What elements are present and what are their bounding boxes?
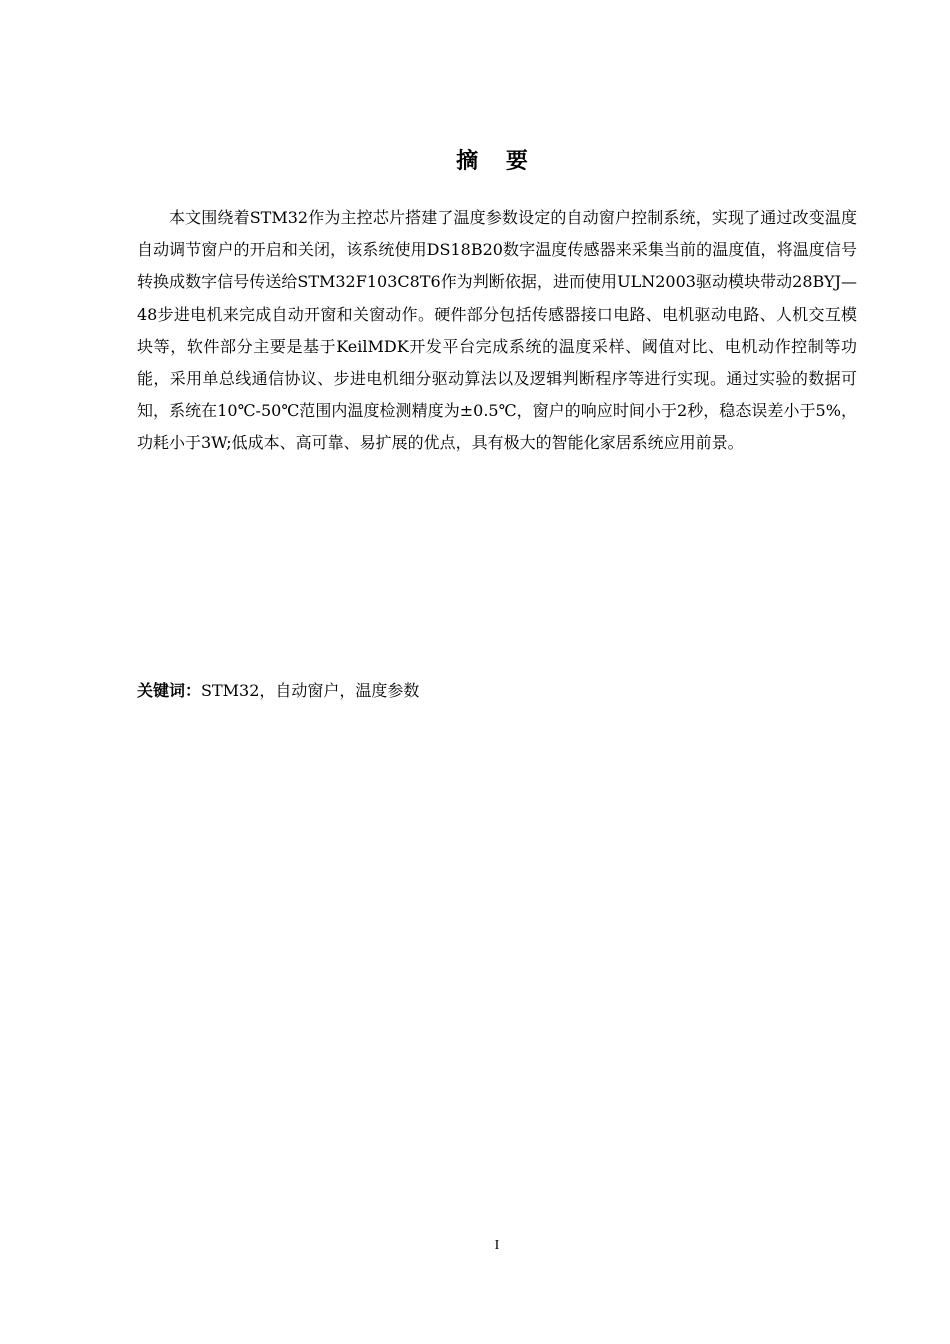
abstract-body: 本文围绕着STM32作为主控芯片搭建了温度参数设定的自动窗户控制系统，实现了通过改变温度自动调节窗户的开启和关闭，该系统使用DS18B20数字温度传感器来采集当前的温度值，将温度信号转换成数字信号传送给STM32F103C8T6作为判断依据，进而使用ULN2003驱动模块带动28BYJ—48步进电机来完成自动开窗和关窗动作。硬件部分包括传感器接口电路、电机驱动电路、人机交互模块等，软件部分主要是基于KeilMDK开发平台完成系统的温度采样、阈值对比、电机动作控制等功能，采用单总线通信协议、步进电机细分驱动算法以及逻辑判断程序等进行实现。通过实验的数据可知，系统在10℃-50℃范围内温度检测精度为±0.5℃，窗户的响应时间小于2秒，稳态误差小于5%，功耗小于3W;低成本、高可靠、易扩展的优点，具有极大的智能化家居系统应用前景。	[137, 208, 857, 453]
page-number: I	[494, 1238, 500, 1253]
abstract-title: 摘 要	[456, 149, 538, 174]
keywords-line	[137, 676, 857, 706]
keywords-label: 关键词：	[137, 681, 202, 700]
keywords-text: STM32，自动窗户，温度参数	[201, 681, 420, 700]
